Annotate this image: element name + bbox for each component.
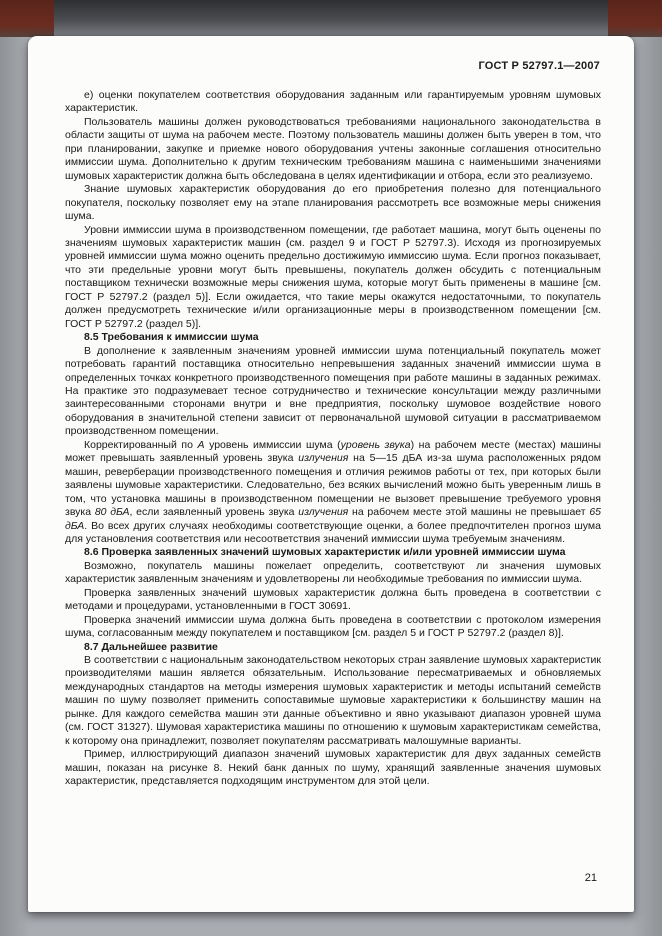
cover-corner-right [608, 0, 662, 37]
section-heading: 8.7 Дальнейшее развитие [84, 640, 218, 653]
section-heading: 8.5 Требования к иммиссии шума [84, 331, 259, 344]
paragraph: Корректированный по А уровень иммиссии шума (уровень звука) на рабочем месте (местах) машины может превышать заявленный уровень звука излучения на 5—15 дБА из-за шума расположенных рядом машин, реверберации производственного помещения и отличия режимов работы от тех, при которых были заявлены шумовые характеристики. Следовательно, без всяких вычислений можно быть уверенным лишь в том, что установка машины в производственном помещении не вызовет превышение требуемого уровня звука 80 дБА, если заявленный уровень звука излучения на рабочем месте этой машины не превышает 65 дБА. Во всех других случаях необходимы соответствующие оценки, а более предпочтителен прогноз шума для установления соответствия или несоответствия значений иммиссии шума требуемым значениям. [65, 438, 601, 545]
document-page [28, 36, 634, 912]
paragraph: Возможно, покупатель машины пожелает определить, соответствуют ли значения шумовых характеристик заявленным значениям и удовлетворены ли необходимые требования по иммиссии шума. [65, 559, 601, 586]
cover-corner-left [0, 0, 54, 37]
page-number: 21 [584, 872, 597, 884]
paragraph: Пользователь машины должен руководствоваться требованиями национального законодательства в области защиты от шума на рабочем месте. Поэтому пользователь машины должен быть уверен в том, что при планировании, закупке и приемке нового оборудования учтены законные соглашения относительно иммиссии шума. Дополнительно к другим техническим требованиям машина с наименьшими значениями шумовых характеристик должна быть обследована в целях идентификации и отбора, если это реализуемо. [65, 115, 601, 182]
section-heading: 8.6 Проверка заявленных значений шумовых характеристик и/или уровней иммиссии шума [84, 546, 566, 559]
paragraph: Проверка заявленных значений шумовых характеристик должна быть проведена в соответствии с методами и процедурами, установленными в ГОСТ 30691. [65, 586, 601, 613]
document-body [65, 89, 601, 789]
paragraph: В соответствии с национальным законодательством некоторых стран заявление шумовых характеристик производителями машин является обязательным. Использование пересматриваемых и обновляемых международных стандартов на методы измерения шумовых характеристик и методы испытаний семейств машин по шуму позволяет применить сопоставимые шумовые характеристики к большинству машин на рынке. Для каждого семейства машин эти данные объективно и явно указывают диапазон уровней шума (см. ГОСТ 31327). Шумовая характеристика машины по отношению к шумовым характеристикам семейства, к которому она принадлежит, позволяет покупателям рассматривать малошумные варианты. [65, 654, 601, 747]
paragraph: Проверка значений иммиссии шума должна быть проведена в соответствии с протоколом измерения шума, согласованным между покупателем и поставщиком [см. раздел 5 и ГОСТ Р 52797.2 (раздел 8)]. [65, 613, 601, 640]
paragraph: Знание шумовых характеристик оборудования до его приобретения полезно для потенциального покупателя, поскольку позволяет ему на этапе планирования рассмотреть все возможные меры снижения шума. [65, 183, 601, 223]
paragraph: Пример, иллюстрирующий диапазон значений шумовых характеристик для двух заданных семейств машин, показан на рисунке 8. Некий банк данных по шуму, хранящий заявленные значения шумовых характеристик, представляется подходящим инструментом для этой цели. [65, 748, 601, 788]
paragraph: Уровни иммиссии шума в производственном помещении, где работает машина, могут быть оценены по значениям шумовых характеристик машин (см. раздел 9 и ГОСТ Р 52797.3). Исходя из прогнозируемых уровней иммиссии шума можно оценить предельно достижимую иммиссию шума. Если прогноз показывает, что эти предельные уровни могут быть превышены, покупатель должен обсудить с потенциальным поставщиком технически возможные меры снижения шума, которые могут быть применены в машине [см. ГОСТ Р 52797.2 (раздел 5)]. Если ожидается, что такие меры окажутся недостаточными, то покупатель должен предусмотреть технические и/или организационные меры в производственном помещении [см. ГОСТ Р 52797.2 (раздел 5)]. [65, 223, 601, 330]
paragraph: е) оценки покупателем соответствия оборудования заданным или гарантируемым уровням шумовых характеристик. [65, 89, 601, 115]
standard-designation-header: ГОСТ Р 52797.1—2007 [478, 60, 600, 72]
book-edge-top [0, 0, 662, 37]
paragraph: В дополнение к заявленным значениям уровней иммиссии шума потенциальный покупатель может потребовать гарантий поставщика относительно непревышения заданных значений иммиссии шума в определенных точках конкретного производственного помещения при работе машины в заданных режимах. На практике это подразумевает тесное сотрудничество и технические консультации между различными заинтересованными сторонами внутри и вне предприятия, поскольку шумовое воздействие нового оборудования в значительной степени зависит от первоначальной шумовой ситуации в рассматриваемом производственном помещении. [65, 344, 601, 438]
